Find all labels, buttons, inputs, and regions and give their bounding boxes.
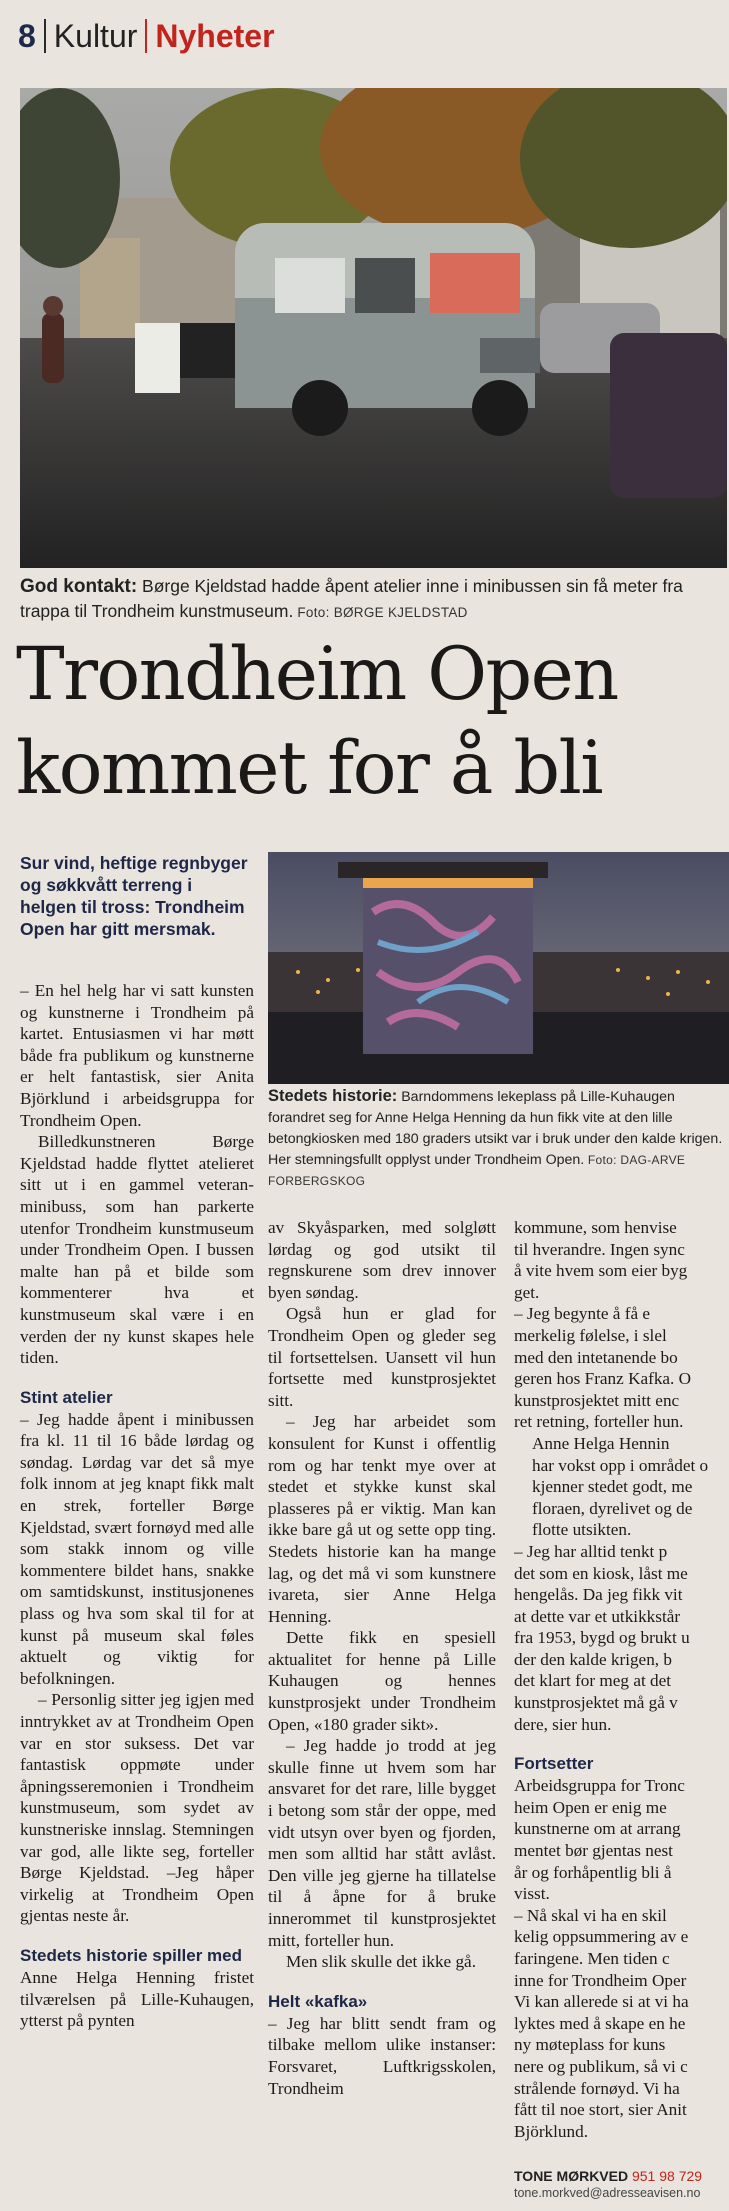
text-line: kelig oppsummering av e bbox=[514, 1927, 689, 1947]
page-number: 8 bbox=[18, 17, 36, 54]
text-line: kunstprosjektet mitt enc bbox=[514, 1390, 680, 1410]
text-line: mentet bør gjentas nest bbox=[514, 1841, 673, 1861]
header-divider-red bbox=[145, 19, 147, 53]
text-line: flotte utsikten. bbox=[532, 1520, 632, 1540]
caption-text: Børge Kjeldstad hadde åpent atelier inne i minibussen sin få meter fra trappa til Trondheim kunstmuseum. bbox=[20, 576, 683, 621]
text-line: Anne Helga Hennin bbox=[532, 1433, 670, 1453]
paragraph bbox=[514, 1433, 729, 1541]
text-line: til hverandre. Ingen sync bbox=[514, 1239, 685, 1259]
text-line: faringene. Men tiden c bbox=[514, 1949, 670, 1968]
text-line: – Jeg begynte å få e bbox=[514, 1304, 651, 1324]
paragraph: Billedkunstneren Børge Kjeldstad hadde flyttet atelieret sitt ut i en gammel veteran-minibuss, som han parkerte utenfor Trondheim kunstmuseum under Trondheim Open. I bussen malte han på et bilde som kommenterer hva et kunstmuseum skal være i en verden der ny kunst skapes hele tiden. bbox=[20, 1132, 254, 1368]
minibus-photo-illustration bbox=[20, 88, 727, 568]
kiosk-photo bbox=[268, 852, 729, 1084]
text-line: merkelig følelse, i slel bbox=[514, 1325, 667, 1345]
text-line: visst. bbox=[514, 1884, 550, 1904]
subheading: Stedets historie spiller med bbox=[20, 1945, 243, 1965]
text-line: heim Open er enig me bbox=[514, 1797, 667, 1817]
paragraph: av Skyåsparken, med solgløtt lørdag og god utsikt til regnskurene som drev innover byen søndag. bbox=[268, 1218, 496, 1302]
paragraph: – Jeg hadde jo trodd at jeg skulle finne ut hvem som har ansvaret for det rare, lille bygget i betong som står der oppe, med vidt utsyn over byen og fjorden, men som alltid har stått avlåst. Den ville jeg gjerne ha tillatelse til å åpne for å bruke innerommet til kunstprosjektet mitt, forteller hun. bbox=[268, 1736, 496, 1950]
text-line: fra 1953, bygd og brukt u bbox=[514, 1628, 690, 1648]
text-line: der den kalde krigen, b bbox=[514, 1649, 672, 1669]
text-line: hengelås. Da jeg fikk vit bbox=[514, 1585, 683, 1605]
byline bbox=[514, 2168, 729, 2202]
paragraph bbox=[514, 1775, 729, 1905]
paragraph: Dette fikk en spesiell aktualitet for henne på Lille Kuhaugen og hennes kunstprosjekt under Trondheim Open, «180 grader sikt». bbox=[268, 1628, 496, 1734]
caption-lead: God kontakt: bbox=[20, 576, 138, 597]
text-line: strålende fornøyd. Vi ha bbox=[514, 2078, 680, 2098]
paragraph bbox=[514, 1217, 729, 1303]
article-column-1 bbox=[20, 980, 254, 2032]
headline-line-2: kommet for å bli bbox=[16, 726, 602, 811]
header-divider bbox=[44, 19, 46, 53]
text-line: ny møteplass for kuns bbox=[514, 2035, 666, 2055]
text-line: get. bbox=[514, 1282, 540, 1302]
section-name: Kultur bbox=[53, 17, 138, 54]
paragraph: Anne Helga Henning fristet tilværelsen på Lille-Kuhaugen, ytterst på pynten bbox=[20, 1967, 254, 2031]
subheading: Stint atelier bbox=[20, 1387, 113, 1407]
minibus-photo bbox=[20, 88, 727, 568]
text-line: kunstprosjektet må gå v bbox=[514, 1693, 678, 1713]
text-line: floraen, dyrelivet og de bbox=[532, 1498, 693, 1518]
article-column-2 bbox=[268, 1217, 496, 2099]
paragraph: – En hel helg har vi satt kunsten og kunstnerne i Trondheim på kartet. Entusiasmen vi har møtt både fra publikum og kunstnerne er helt fantastisk, sier Anita Björklund i arbeidsgruppa for Trondheim Open. bbox=[20, 981, 254, 1130]
caption-text: Barndommens lekeplass på Lille-Kuhaugen forandret seg for Anne Helga Henning da hun fikk vite at den lille betongkiosken med 180 graders utsikt var i bruk under den kalde krigen. Her stemningsfullt opplyst under Trondheim Open. bbox=[268, 1089, 723, 1168]
text-line: dere, sier hun. bbox=[514, 1714, 612, 1734]
text-line: lyktes med å skape en he bbox=[514, 2013, 686, 2033]
article-ingress: Sur vind, heftige regnbyger og søkkvått terreng i helgen til tross: Trondheim Open har gitt mersmak. bbox=[20, 853, 248, 939]
author-name: TONE MØRKVED bbox=[514, 2168, 629, 2184]
photo-credit: Foto: DAG-ARVE FORBERGSKOG bbox=[268, 1153, 686, 1188]
paragraph: Men slik skulle det ikke gå. bbox=[286, 1952, 476, 1972]
paragraph bbox=[514, 1303, 729, 1433]
subheading: Fortsetter bbox=[514, 1754, 594, 1774]
text-line: fått til noe stort, sier Anit bbox=[514, 2100, 687, 2120]
text-line: – Nå skal vi ha en skil bbox=[514, 1905, 667, 1925]
text-line: Arbeidsgruppa for Tronc bbox=[514, 1776, 685, 1796]
paragraph bbox=[514, 1541, 729, 1735]
text-line: kommune, som henvise bbox=[514, 1218, 677, 1237]
photo-caption-kiosk bbox=[268, 1086, 726, 1192]
photo-caption-minibus bbox=[20, 574, 720, 625]
text-line: med den intetanende bo bbox=[514, 1347, 678, 1367]
paragraph: Også hun er glad for Trondheim Open og gleder seg til fortsettelsen. Uansett vil hun fortsette med kunstprosjektet sitt. bbox=[268, 1304, 496, 1410]
headline-line-1: Trondheim Open bbox=[16, 632, 618, 717]
paragraph: – Jeg har arbeidet som konsulent for Kunst i offentlig rom og har tenkt mye over at stedet et stykke kunst skal plasseres på er viktig. Man kan ikke bare gå ut og sette opp ting. Stedets historie kan ha mange lag, og det må vi som kunstnere ivareta, sier Anne Helga Henning. bbox=[268, 1412, 496, 1626]
text-line: inne for Trondheim Oper bbox=[514, 1970, 687, 1990]
text-line: ret retning, forteller hun. bbox=[514, 1412, 684, 1432]
text-line: å vite hvem som eier byg bbox=[514, 1261, 688, 1281]
text-line: det som en kiosk, låst me bbox=[514, 1563, 688, 1583]
text-line: kjenner stedet godt, me bbox=[532, 1477, 693, 1497]
text-line: nere og publikum, så vi c bbox=[514, 2056, 688, 2076]
text-line: – Jeg har alltid tenkt p bbox=[514, 1541, 668, 1561]
text-line: geren hos Franz Kafka. O bbox=[514, 1369, 692, 1389]
article-headline bbox=[16, 628, 728, 816]
text-line: det klart for meg at det bbox=[514, 1671, 672, 1691]
author-email[interactable]: tone.morkved@adresseavisen.no bbox=[514, 2186, 701, 2200]
subheading: Helt «kafka» bbox=[268, 1991, 368, 2011]
text-line: Björklund. bbox=[514, 2121, 589, 2141]
text-line: at dette var et utkikkstår bbox=[514, 1606, 681, 1626]
paragraph bbox=[514, 1905, 729, 2143]
kiosk-photo-illustration bbox=[268, 852, 729, 1084]
subsection-name: Nyheter bbox=[155, 17, 275, 54]
author-phone: 951 98 729 bbox=[631, 2168, 703, 2184]
photo-credit: Foto: BØRGE KJELDSTAD bbox=[293, 605, 468, 620]
text-line: Vi kan allerede si at vi ha bbox=[514, 1992, 689, 2012]
text-line: har vokst opp i området o bbox=[532, 1455, 709, 1475]
text-line: år og forhåpentlig bli å bbox=[514, 1862, 672, 1882]
caption-lead: Stedets historie: bbox=[268, 1087, 398, 1105]
paragraph: – Jeg har blitt sendt fram og tilbake mellom ulike instanser: Forsvaret, Luftkrigsskolen, Trondheim bbox=[268, 2013, 496, 2098]
article-column-3 bbox=[514, 1217, 729, 2142]
text-line: kunstnerne om at arrang bbox=[514, 1819, 681, 1839]
page-header bbox=[18, 12, 718, 60]
paragraph: – Personlig sitter jeg igjen med inntrykket av at Trondheim Open var en stor suksess. Det var fantastisk oppmøte under åpningsseremonien i Trondheim kunstmuseum, som sydet av kunstneriske innslag. Stemningen var god, alle likte seg, forteller Børge Kjeldstad. –Jeg håper virkelig at Trondheim Open gjentas neste år. bbox=[20, 1690, 254, 1926]
paragraph: – Jeg hadde åpent i minibussen fra kl. 11 til 16 både lørdag og søndag. Lørdag var det så mye folk innom at jeg knapt fikk malt en strek, forteller Børge Kjeldstad, svært fornøyd med alle som stakk innom og ville kommentere bildet hans, snakke om samtidskunst, institusjonenes plass og hva som skal til for at kunst på museum skal føles aktuelt og viktig for befolkningen. bbox=[20, 1409, 254, 1688]
